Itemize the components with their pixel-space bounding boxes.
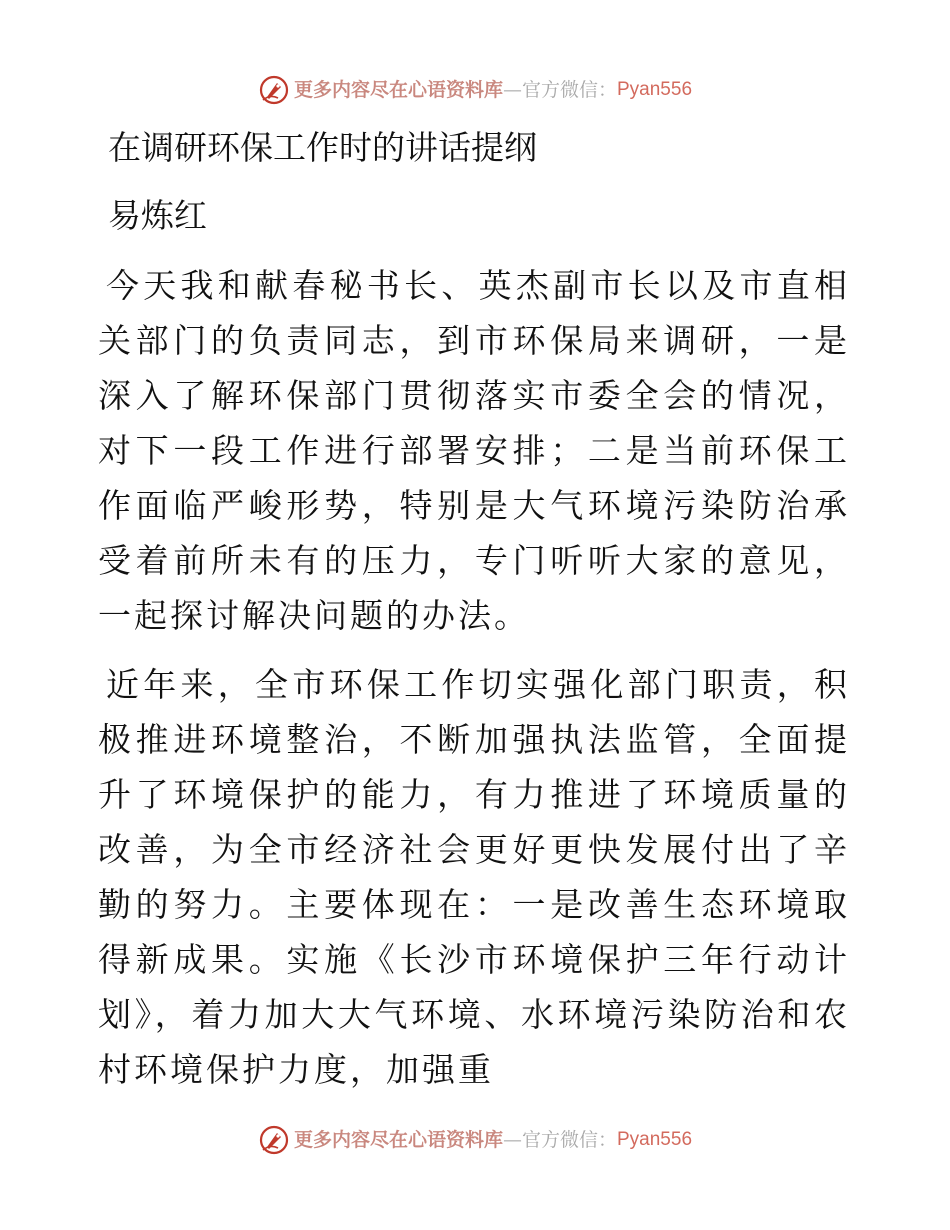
footer-watermark [0,1120,950,1160]
pen-nib-circle-icon [258,1124,290,1156]
document-body [98,122,850,1111]
paragraph-1: 今天我和献春秘书长、英杰副市长以及市直相关部门的负责同志，到市环保局来调研，一是深入了解环保部门贯彻落实市委全会的情况，对下一段工作进行部署安排；二是当前环保工作面临严峻形势，特别是大气环境污染防治承受着前所未有的压力，专门听听大家的意见，一起探讨解决问题的办法。 [98,266,850,635]
watermark-main-text: 更多内容尽在心语资料库 [293,79,503,101]
document-title: 在调研环保工作时的讲话提纲 [108,128,537,167]
document-author: 易炼红 [108,196,207,235]
watermark-wechat-id: Pyan556 [617,79,693,100]
watermark-dash: — [502,1129,522,1151]
watermark-sub-text: 官方微信： [521,79,617,101]
paragraph-2: 近年来，全市环保工作切实强化部门职责，积极推进环境整治，不断加强执法监管，全面提升了环境保护的能力，有力推进了环境质量的改善，为全市经济社会更好更快发展付出了辛勤的努力。主要体现在：一是改善生态环境取得新成果。实施《长沙市环境保护三年行动计划》，着力加大大气环境、水环境污染防治和农村环境保护力度，加强重 [98,665,850,1089]
header-watermark [0,70,950,110]
watermark-sub-text: 官方微信： [521,1129,617,1151]
watermark-wechat-id: Pyan556 [617,1129,693,1150]
pen-nib-circle-icon [258,74,290,106]
watermark-main-text: 更多内容尽在心语资料库 [293,1129,503,1151]
watermark-dash: — [502,79,522,101]
